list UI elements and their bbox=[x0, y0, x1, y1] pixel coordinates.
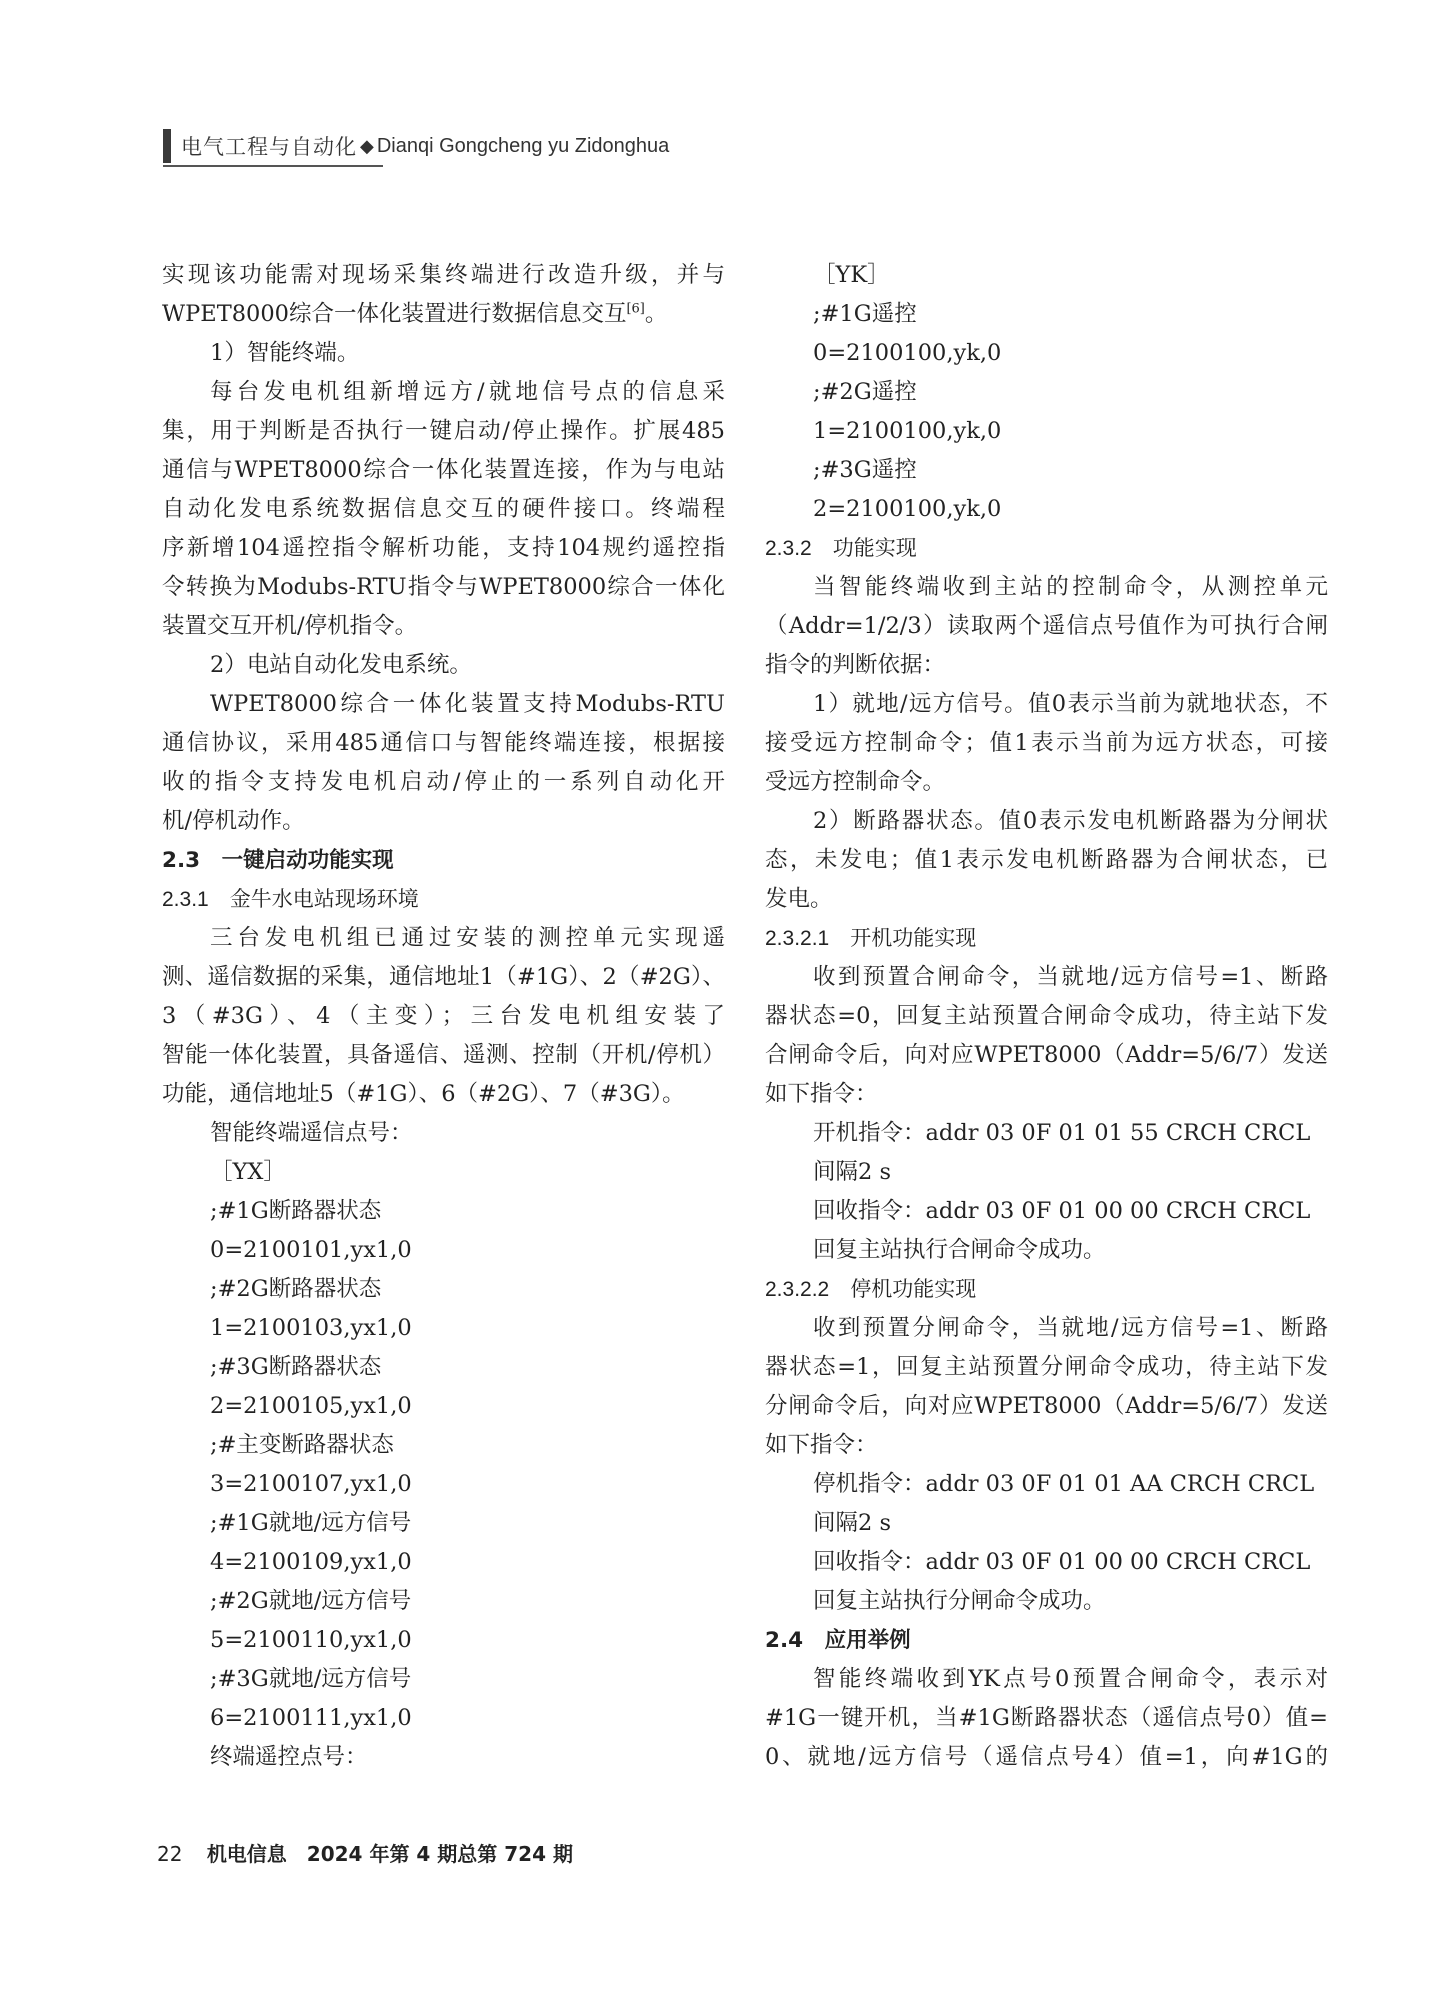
text-line bbox=[162, 295, 725, 334]
section-heading: 2.3 一键启动功能实现 bbox=[162, 848, 394, 873]
journal-name-cn: 电气工程与自动化 bbox=[181, 135, 357, 159]
code-line: ［YK］ bbox=[813, 262, 890, 288]
text-line: 间隔2 s bbox=[813, 1510, 892, 1536]
command-line: 回收指令：addr 03 0F 01 00 00 CRCH CRCL bbox=[813, 1198, 1311, 1224]
journal-name-en: Dianqi Gongcheng yu Zidonghua bbox=[376, 134, 670, 157]
code-line: 0=2100101,yx1,0 bbox=[210, 1237, 412, 1263]
list-item: 2）电站自动化发电系统。 bbox=[210, 652, 472, 678]
command-line: 开机指令：addr 03 0F 01 01 55 CRCH CRCL bbox=[813, 1120, 1311, 1146]
text-line: 合闸命令后，向对应WPET8000（Addr=5/6/7）发送 bbox=[765, 1042, 1328, 1068]
code-line: ［YX］ bbox=[210, 1159, 286, 1185]
left-column bbox=[162, 256, 725, 1777]
page-footer bbox=[157, 1838, 573, 1867]
header-bar bbox=[163, 129, 171, 163]
code-line: 0=2100100,yk,0 bbox=[813, 340, 1002, 366]
header-rule bbox=[163, 165, 383, 167]
text-line: 通信与WPET8000综合一体化装置连接，作为与电站 bbox=[162, 457, 725, 483]
text-line: 如下指令： bbox=[765, 1081, 878, 1107]
text-line: 测、遥信数据的采集，通信地址1（#1G）、2（#2G）、 bbox=[162, 964, 725, 990]
text-line: （Addr=1/2/3）读取两个遥信点号值作为可执行合闸 bbox=[765, 613, 1328, 639]
text-line: 集，用于判断是否执行一键启动/停止操作。扩展485 bbox=[162, 418, 725, 444]
command-line: 回收指令：addr 03 0F 01 00 00 CRCH CRCL bbox=[813, 1549, 1311, 1575]
diamond-icon: ◆ bbox=[360, 135, 374, 157]
subsection-heading: 2.3.2.2 停机功能实现 bbox=[765, 1278, 977, 1301]
page-number: 22 bbox=[157, 1842, 183, 1866]
text-line: 自动化发电系统数据信息交互的硬件接口。终端程 bbox=[162, 496, 725, 522]
text-line: 2）断路器状态。值0表示发电机断路器为分闸状 bbox=[813, 808, 1328, 834]
text-line: 功能，通信地址5（#1G）、6（#2G）、7（#3G）。 bbox=[162, 1081, 685, 1107]
code-line: ;#2G就地/远方信号 bbox=[210, 1588, 412, 1614]
text-span: 。 bbox=[644, 301, 668, 327]
text-line: 实现该功能需对现场采集终端进行改造升级，并与 bbox=[162, 262, 725, 288]
text-line: 终端遥控点号： bbox=[210, 1744, 368, 1770]
text-line: 间隔2 s bbox=[813, 1159, 892, 1185]
running-header bbox=[163, 128, 669, 164]
text-line: 受远方控制命令。 bbox=[765, 769, 946, 795]
code-line: 1=2100100,yk,0 bbox=[813, 418, 1002, 444]
code-line: ;#主变断路器状态 bbox=[210, 1432, 394, 1458]
section-heading: 2.4 应用举例 bbox=[765, 1628, 911, 1653]
code-line: ;#3G就地/远方信号 bbox=[210, 1666, 412, 1692]
code-line: 2=2100105,yx1,0 bbox=[210, 1393, 412, 1419]
code-line: 5=2100110,yx1,0 bbox=[210, 1627, 412, 1653]
code-line: ;#3G断路器状态 bbox=[210, 1354, 382, 1380]
text-line: 器状态=0，回复主站预置合闸命令成功，待主站下发 bbox=[765, 1003, 1328, 1029]
text-line: 接受远方控制命令；值1表示当前为远方状态，可接 bbox=[765, 730, 1328, 756]
text-line: 回复主站执行合闸命令成功。 bbox=[813, 1237, 1106, 1263]
text-line: 态，未发电；值1表示发电机断路器为合闸状态，已 bbox=[765, 847, 1328, 873]
right-column bbox=[765, 256, 1328, 1777]
code-line: ;#1G断路器状态 bbox=[210, 1198, 382, 1224]
text-line: 指令的判断依据： bbox=[765, 652, 946, 678]
text-line: 收到预置分闸命令，当就地/远方信号=1、断路 bbox=[813, 1315, 1328, 1341]
text-line: 回复主站执行分闸命令成功。 bbox=[813, 1588, 1106, 1614]
subsection-heading: 2.3.1 金牛水电站现场环境 bbox=[162, 888, 419, 911]
text-line: 三台发电机组已通过安装的测控单元实现遥 bbox=[210, 925, 725, 951]
text-line: WPET8000综合一体化装置支持Modubs-RTU bbox=[210, 691, 725, 717]
code-line: 2=2100100,yk,0 bbox=[813, 496, 1002, 522]
list-item: 1）智能终端。 bbox=[210, 340, 360, 366]
text-line: 序新增104遥控指令解析功能，支持104规约遥控指 bbox=[162, 535, 725, 561]
command-line: 停机指令：addr 03 0F 01 01 AA CRCH CRCL bbox=[813, 1471, 1315, 1497]
text-line: 机/停机动作。 bbox=[162, 808, 305, 834]
text-line: 1）就地/远方信号。值0表示当前为就地状态，不 bbox=[813, 691, 1328, 717]
code-line: ;#1G遥控 bbox=[813, 301, 917, 327]
code-line: 3=2100107,yx1,0 bbox=[210, 1471, 412, 1497]
code-line: 4=2100109,yx1,0 bbox=[210, 1549, 412, 1575]
text-line: 如下指令： bbox=[765, 1432, 878, 1458]
code-line: ;#3G遥控 bbox=[813, 457, 917, 483]
code-line: ;#2G断路器状态 bbox=[210, 1276, 382, 1302]
code-line: ;#2G遥控 bbox=[813, 379, 917, 405]
subsection-heading: 2.3.2.1 开机功能实现 bbox=[765, 927, 977, 950]
text-line: 发电。 bbox=[765, 886, 833, 912]
text-line: 器状态=1，回复主站预置分闸命令成功，待主站下发 bbox=[765, 1354, 1328, 1380]
text-line: 0、就地/远方信号（遥信点号4）值=1，向#1G的 bbox=[765, 1744, 1328, 1770]
text-span: WPET8000综合一体化装置进行数据信息交互 bbox=[162, 301, 627, 327]
text-line: 收的指令支持发电机启动/停止的一系列自动化开 bbox=[162, 769, 725, 795]
text-line: 装置交互开机/停机指令。 bbox=[162, 613, 418, 639]
code-line: 1=2100103,yx1,0 bbox=[210, 1315, 412, 1341]
text-line: 3（#3G）、4（主变）；三台发电机组安装了 bbox=[162, 1003, 725, 1029]
code-line: ;#1G就地/远方信号 bbox=[210, 1510, 412, 1536]
text-line: 分闸命令后，向对应WPET8000（Addr=5/6/7）发送 bbox=[765, 1393, 1328, 1419]
text-line: 智能终端收到YK点号0预置合闸命令，表示对 bbox=[813, 1666, 1328, 1692]
text-line: 每台发电机组新增远方/就地信号点的信息采 bbox=[210, 379, 725, 405]
subsection-heading: 2.3.2 功能实现 bbox=[765, 537, 917, 560]
text-line: #1G一键开机，当#1G断路器状态（遥信点号0）值= bbox=[765, 1705, 1328, 1731]
text-line: 智能一体化装置，具备遥信、遥测、控制（开机/停机） bbox=[162, 1042, 725, 1068]
text-line: 收到预置合闸命令，当就地/远方信号=1、断路 bbox=[813, 964, 1328, 990]
text-line: 通信协议，采用485通信口与智能终端连接，根据接 bbox=[162, 730, 725, 756]
text-line: 智能终端遥信点号： bbox=[210, 1120, 413, 1146]
text-line: 当智能终端收到主站的控制命令，从测控单元 bbox=[813, 574, 1328, 600]
code-line: 6=2100111,yx1,0 bbox=[210, 1705, 412, 1731]
citation-ref: [6] bbox=[626, 301, 645, 317]
footer-journal-info: 机电信息 2024 年第 4 期总第 724 期 bbox=[206, 1842, 573, 1866]
text-line: 令转换为Modubs-RTU指令与WPET8000综合一体化 bbox=[162, 574, 725, 600]
